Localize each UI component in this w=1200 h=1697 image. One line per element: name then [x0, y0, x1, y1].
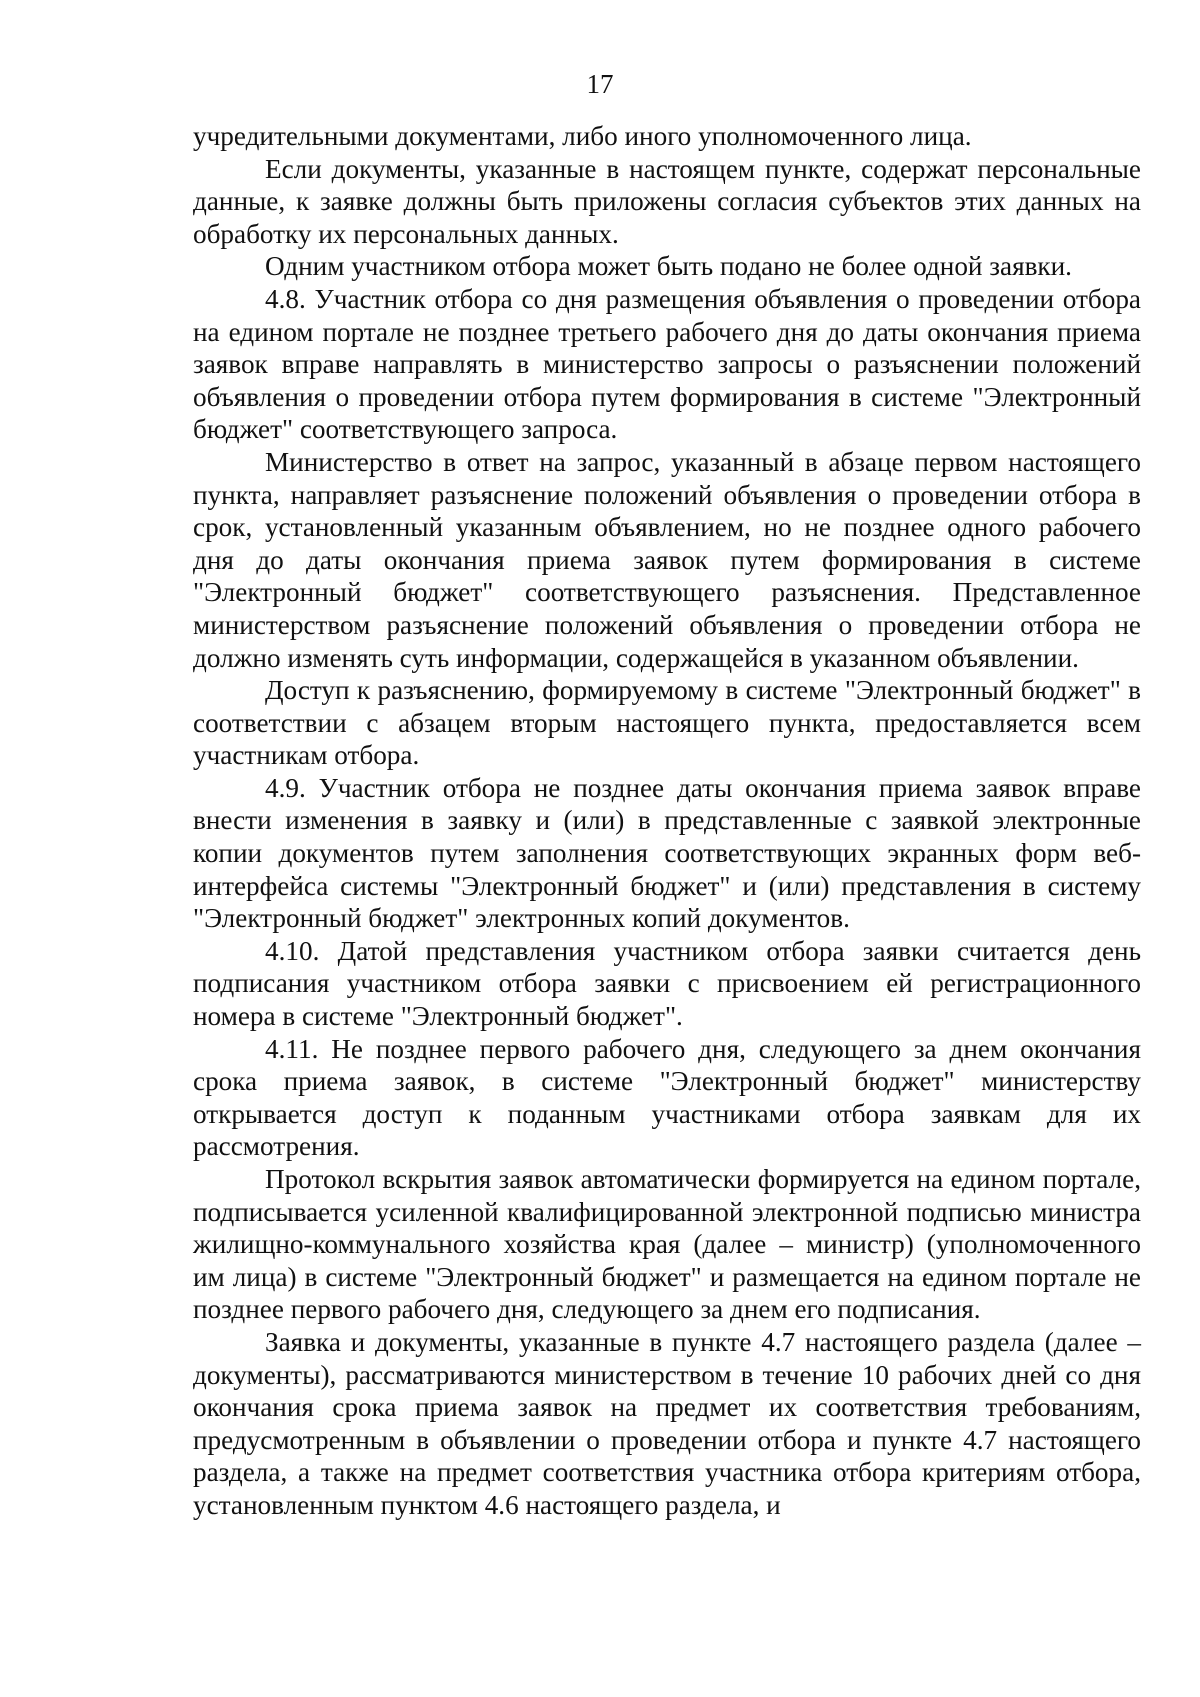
paragraph-ministry-response: Министерство в ответ на запрос, указанный в абзаце первом настоящего пункта, направляет разъяснение положений объявления о проведении отбора в срок, установленный указанным объявлением, но не позднее одного рабочего дня до даты окончания приема заявок путем формирования в системе "Электронный бюджет" соответствующего разъяснения. Представленное министерством разъяснение положений объявления о проведении отбора не должно изменять суть информации, содержащейся в указанном объявлении.: [193, 446, 1141, 673]
paragraph-access-clarification: Доступ к разъяснению, формируемому в системе "Электронный бюджет" в соответствии с абзацем вторым настоящего пункта, предоставляется всем участникам отбора.: [193, 675, 1141, 771]
paragraph-4-8: 4.8. Участник отбора со дня размещения объявления о проведении отбора на едином портале не позднее третьего рабочего дня до даты окончания приема заявок вправе направлять в министерство запросы о разъяснении положений объявления о проведении отбора путем формирования в системе "Электронный бюджет" соответствующего запроса.: [193, 283, 1141, 445]
paragraph-4-10: 4.10. Датой представления участником отбора заявки считается день подписания участником отбора заявки с присвоением ей регистрационного номера в системе "Электронный бюджет".: [193, 935, 1141, 1032]
paragraph-one-application: Одним участником отбора может быть подано не более одной заявки.: [265, 251, 1072, 282]
paragraph-opening-protocol: Протокол вскрытия заявок автоматически формируется на едином портале, подписывается усиленной квалифицированной электронной подписью министра жилищно-коммунального хозяйства края (далее – министр) (уполномоченного им лица) в системе "Электронный бюджет" и размещается на едином портале не позднее первого рабочего дня, следующего за днем его подписания.: [193, 1164, 1141, 1325]
page-number: 17: [586, 69, 614, 99]
paragraph-personal-data: Если документы, указанные в настоящем пункте, содержат персональные данные, к заявке должны быть приложены согласия субъектов этих данных на обработку их персональных данных.: [193, 153, 1141, 249]
paragraph-4-11: 4.11. Не позднее первого рабочего дня, следующего за днем окончания срока приема заявок, в системе "Электронный бюджет" министерству открывается доступ к поданным участниками отбора заявкам для их рассмотрения.: [193, 1033, 1141, 1162]
paragraph-review: Заявка и документы, указанные в пункте 4.7 настоящего раздела (далее – документы), рассматриваются министерством в течение 10 рабочих дней со дня окончания срока приема заявок на предмет их соответствия требованиям, предусмотренным в объявлении о проведении отбора и пункте 4.7 настоящего раздела, а также на предмет соответствия участника отбора критериям отбора, установленным пунктом 4.6 настоящего раздела, и: [193, 1326, 1141, 1520]
paragraph-continuation: учредительными документами, либо иного уполномоченного лица.: [193, 121, 972, 151]
paragraph-4-9: 4.9. Участник отбора не позднее даты окончания приема заявок вправе внести изменения в заявку и (или) в представленные с заявкой электронные копии документов путем заполнения соответствующих экранных форм веб-интерфейса системы "Электронный бюджет" и (или) представления в систему "Электронный бюджет" электронных копий документов.: [193, 772, 1141, 934]
document-body: [193, 120, 1141, 1522]
